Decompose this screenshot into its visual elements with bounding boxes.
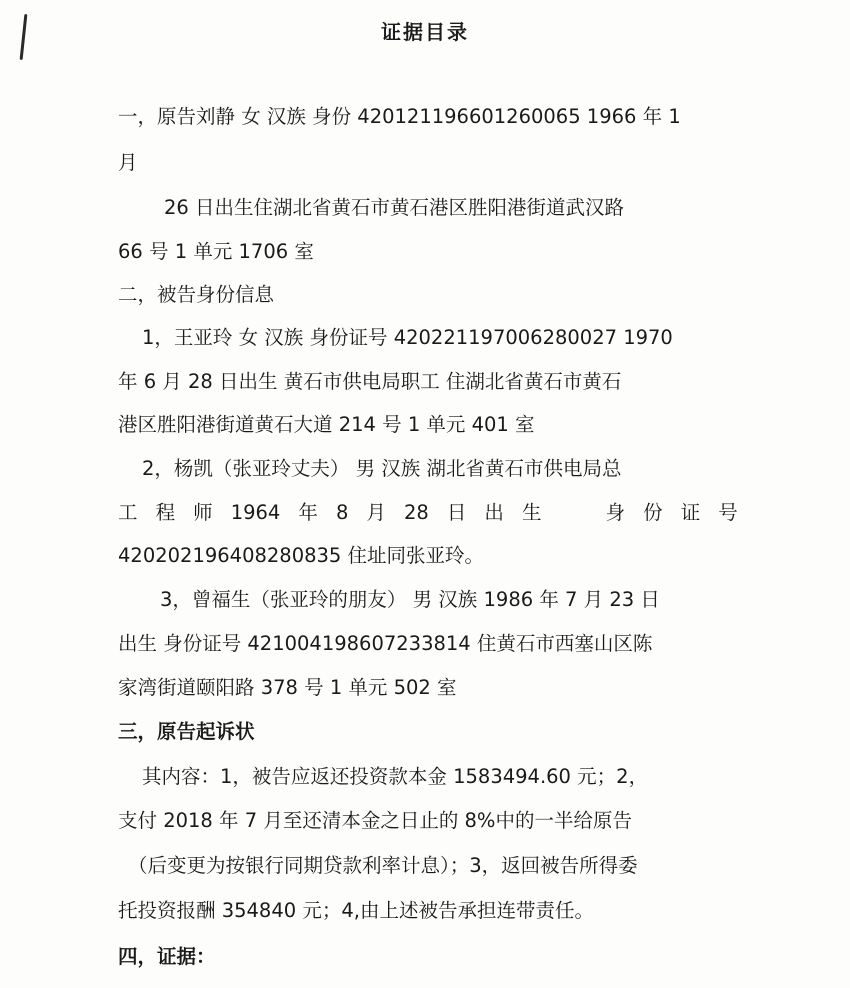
d2-word: 28 [403, 501, 429, 524]
defendant-2-line-2 [118, 499, 738, 527]
defendant-3-line-3: 家湾街道颐阳路 378 号 1 单元 502 室 [118, 676, 457, 699]
defendant-2-line-1: 2，杨凯（张亚玲丈夫） 男 汉族 湖北省黄石市供电局总 [142, 457, 622, 480]
complaint-line-2: 支付 2018 年 7 月至还清本金之日止的 8%中的一半给原告 [118, 809, 632, 832]
complaint-line-1: 其内容：1，被告应返还投资款本金 1583494.60 元；2， [142, 765, 649, 788]
d2-word: 8 [335, 501, 349, 524]
defendant-2-line-3: 420202196408280835 住址同张亚玲。 [118, 544, 485, 567]
defendant-3-line-1: 3，曾福生（张亚玲的朋友） 男 汉族 1986 年 7 月 23 日 [160, 588, 660, 611]
d2-word: 号 [718, 501, 738, 524]
plaintiff-line-4: 66 号 1 单元 1706 室 [118, 240, 314, 263]
spacer [560, 499, 588, 527]
d2-word: 年 [298, 501, 318, 524]
plaintiff-line-2: 月 [118, 151, 138, 174]
evidence-heading: 四，证据： [118, 945, 216, 968]
complaint-line-3: （后变更为按银行同期贷款利率计息）；3，返回被告所得委 [128, 854, 638, 877]
d2-word: 日 [446, 501, 467, 524]
d2-word: 出 [484, 501, 504, 524]
d2-word: 师 [193, 501, 213, 524]
d2-word: 身 [605, 501, 626, 524]
d2-word: 生 [521, 501, 542, 524]
d2-word: 程 [155, 501, 176, 524]
defendant-1-line-3: 港区胜阳港街道黄石大道 214 号 1 单元 401 室 [118, 413, 535, 436]
document-title: 证据目录 [381, 20, 469, 44]
d2-word: 1964 [230, 501, 281, 524]
defendant-1-line-1: 1，王亚玲 女 汉族 身份证号 420221197006280027 1970 [142, 326, 673, 349]
d2-word: 月 [366, 501, 386, 524]
complaint-heading: 三，原告起诉状 [118, 720, 255, 743]
plaintiff-line-3: 26 日出生住湖北省黄石市黄石港区胜阳港街道武汉路 [164, 196, 625, 219]
defendant-1-line-2: 年 6 月 28 日出生 黄石市供电局职工 住湖北省黄石市黄石 [118, 370, 622, 393]
complaint-line-4: 托投资报酬 354840 元；4,由上述被告承担连带责任。 [118, 899, 594, 922]
defendant-3-line-2: 出生 身份证号 421004198607233814 住黄石市西塞山区陈 [118, 632, 653, 655]
d2-word: 工 [118, 501, 138, 524]
d2-word: 份 [643, 501, 663, 524]
plaintiff-line-1: 一，原告刘静 女 汉族 身份 420121196601260065 1966 年 1 [118, 105, 681, 128]
d2-word: 证 [680, 501, 701, 524]
defendants-heading: 二，被告身份信息 [118, 283, 275, 306]
